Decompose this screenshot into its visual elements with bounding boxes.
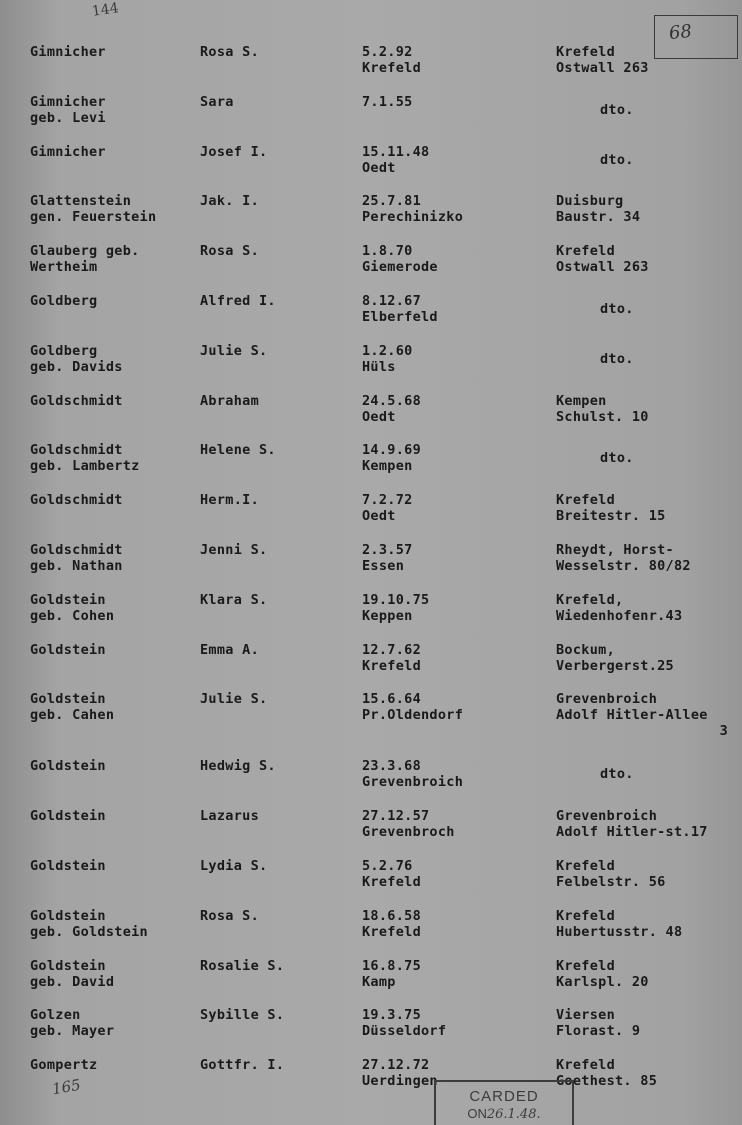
list-item: [0, 958, 742, 1008]
carded-stamp: [434, 1080, 574, 1125]
surname-cell: [30, 193, 156, 225]
birth-cell-line: Essen: [362, 557, 405, 574]
address-cell: [556, 858, 666, 890]
birth-cell-line: Grevenbroch: [362, 824, 455, 841]
surname-cell-line: Glattenstein: [30, 193, 132, 210]
forename-cell-line: Alfred I.: [200, 292, 276, 309]
address-cell: [600, 301, 634, 317]
birth-cell: [362, 193, 463, 225]
birth-cell: [362, 542, 413, 574]
birth-cell-line: 19.3.75: [362, 1007, 421, 1024]
list-item: [0, 144, 742, 194]
address-cell-line: Krefeld: [556, 492, 615, 509]
birth-cell-line: 1.8.70: [362, 243, 413, 260]
address-cell: [556, 542, 691, 574]
forename-cell-line: Rosa S.: [200, 907, 259, 924]
list-item: [0, 393, 742, 443]
address-cell-line: Adolf Hitler-Allee: [556, 707, 708, 724]
address-cell-line: dto.: [600, 450, 634, 467]
forename-cell: [200, 542, 267, 558]
surname-cell: [30, 243, 140, 275]
surname-cell-line: Goldstein: [30, 857, 106, 874]
surname-cell-line: Goldstein: [30, 758, 106, 775]
forename-cell: [200, 691, 267, 707]
surname-cell-line: Glauberg geb.: [30, 243, 140, 260]
birth-cell: [362, 343, 413, 375]
address-cell: [556, 243, 649, 275]
surname-cell-line: gen. Feuerstein: [30, 209, 157, 226]
birth-cell: [362, 293, 438, 325]
forename-cell-line: Helene S.: [200, 442, 276, 459]
surname-cell-line: Gompertz: [30, 1057, 98, 1074]
surname-cell-line: Goldstein: [30, 808, 106, 825]
birth-cell: [362, 758, 463, 790]
birth-cell-line: 25.7.81: [362, 193, 421, 210]
surname-cell-line: Goldschmidt: [30, 492, 123, 509]
forename-cell-line: Klara S.: [200, 591, 268, 608]
surname-cell: [30, 393, 123, 409]
surname-cell-line: Goldstein: [30, 957, 106, 974]
address-cell-line: Breitestr. 15: [556, 508, 666, 525]
list-item: [0, 1007, 742, 1057]
birth-cell-line: 12.7.62: [362, 641, 421, 658]
birth-cell-line: 15.6.64: [362, 691, 421, 708]
birth-cell-line: Oedt: [362, 408, 396, 425]
forename-cell: [200, 393, 259, 409]
birth-cell-line: 18.6.58: [362, 907, 421, 924]
address-cell-line: Verbergerst.25: [556, 657, 674, 674]
address-cell: [556, 908, 682, 940]
birth-cell: [362, 393, 421, 425]
address-cell-line: 3: [719, 723, 728, 740]
surname-cell: [30, 642, 106, 658]
address-cell: [556, 592, 682, 624]
list-item: [0, 592, 742, 642]
birth-cell-line: 24.5.68: [362, 392, 421, 409]
list-item: [0, 44, 742, 94]
surname-cell: [30, 758, 106, 774]
list-item: [0, 542, 742, 592]
address-cell-line: Duisburg: [556, 193, 624, 210]
address-cell: [556, 1007, 640, 1039]
address-cell: [556, 691, 728, 739]
address-cell: [556, 492, 666, 524]
birth-cell-line: Pr.Oldendorf: [362, 707, 464, 724]
name-list: [0, 44, 742, 1107]
surname-cell: [30, 1057, 97, 1073]
list-item: [0, 758, 742, 808]
address-cell: [556, 642, 674, 674]
address-cell-line: Baustr. 34: [556, 209, 641, 226]
address-cell-line: Florast. 9: [556, 1023, 641, 1040]
birth-cell-line: Giemerode: [362, 259, 438, 276]
surname-cell: [30, 343, 123, 375]
forename-cell-line: Rosa S.: [200, 44, 259, 60]
list-item: [0, 858, 742, 908]
forename-cell-line: Julie S.: [200, 691, 268, 708]
forename-cell: [200, 193, 259, 209]
forename-cell: [200, 958, 284, 974]
address-cell-line: Bockum,: [556, 641, 615, 658]
surname-cell: [30, 44, 106, 60]
forename-cell-line: Gottfr. I.: [200, 1057, 285, 1074]
birth-cell-line: 14.9.69: [362, 442, 421, 459]
birth-cell-line: Keppen: [362, 607, 413, 624]
address-cell-line: Wiedenhofenr.43: [556, 607, 683, 624]
surname-cell-line: Goldberg: [30, 342, 98, 359]
address-cell-line: dto.: [600, 101, 634, 118]
address-cell-line: Krefeld,: [556, 591, 624, 608]
surname-cell: [30, 858, 106, 874]
birth-cell: [362, 592, 429, 624]
list-item: [0, 193, 742, 243]
surname-cell-line: Goldschmidt: [30, 442, 123, 459]
forename-cell: [200, 243, 259, 259]
birth-cell-line: Krefeld: [362, 60, 421, 76]
stamp-on: ON: [467, 1106, 487, 1121]
birth-cell-line: Oedt: [362, 508, 396, 525]
birth-cell: [362, 908, 421, 940]
surname-cell: [30, 144, 106, 160]
surname-cell: [30, 808, 106, 824]
address-cell-line: Krefeld: [556, 1057, 615, 1074]
address-cell-line: Karlspl. 20: [556, 973, 649, 990]
surname-cell-line: Wertheim: [30, 259, 98, 276]
birth-cell-line: 15.11.48: [362, 143, 430, 160]
birth-cell: [362, 44, 421, 76]
birth-cell-line: 7.1.55: [362, 93, 413, 110]
surname-cell-line: geb. Mayer: [30, 1023, 115, 1040]
surname-cell-line: Goldschmidt: [30, 392, 123, 409]
birth-cell-line: 8.12.67: [362, 292, 421, 309]
birth-cell-line: Hüls: [362, 358, 396, 375]
list-item: [0, 293, 742, 343]
forename-cell: [200, 144, 267, 160]
birth-cell: [362, 144, 429, 176]
surname-cell-line: geb. Levi: [30, 109, 106, 126]
birth-cell: [362, 958, 421, 990]
forename-cell: [200, 293, 276, 309]
birth-cell: [362, 442, 421, 474]
surname-cell-line: Goldstein: [30, 907, 106, 924]
address-cell-line: Grevenbroich: [556, 691, 658, 708]
surname-cell: [30, 94, 106, 126]
forename-cell-line: Lazarus: [200, 808, 259, 825]
address-cell-line: Wesselstr. 80/82: [556, 557, 691, 574]
list-item: [0, 492, 742, 542]
birth-cell-line: Grevenbroich: [362, 774, 464, 791]
list-item: [0, 691, 742, 758]
birth-cell-line: 27.12.57: [362, 808, 430, 825]
forename-cell: [200, 908, 259, 924]
birth-cell-line: 27.12.72: [362, 1057, 430, 1074]
birth-cell: [362, 858, 421, 890]
address-cell: [556, 808, 708, 840]
birth-cell: [362, 1057, 438, 1089]
address-cell: [600, 450, 634, 466]
surname-cell-line: geb. Davids: [30, 358, 123, 375]
birth-cell-line: 7.2.72: [362, 492, 413, 509]
list-item: [0, 243, 742, 293]
birth-cell: [362, 691, 463, 723]
stamp-date: 26.1.48.: [486, 1107, 541, 1122]
forename-cell-line: Hedwig S.: [200, 758, 276, 775]
birth-cell-line: Krefeld: [362, 923, 421, 940]
address-cell-line: Adolf Hitler-st.17: [556, 824, 708, 841]
forename-cell-line: Jak. I.: [200, 193, 259, 210]
address-cell: [600, 351, 634, 367]
list-item: [0, 1057, 742, 1107]
forename-cell: [200, 592, 267, 608]
forename-cell: [200, 758, 276, 774]
surname-cell-line: geb. Goldstein: [30, 923, 148, 940]
birth-cell: [362, 243, 438, 275]
surname-cell-line: geb. Lambertz: [30, 458, 140, 475]
address-cell-line: dto.: [600, 766, 634, 783]
address-cell: [556, 44, 649, 76]
forename-cell-line: Sara: [200, 93, 234, 110]
stamp-date-line: [436, 1106, 572, 1122]
birth-cell-line: Elberfeld: [362, 308, 438, 325]
forename-cell-line: Josef I.: [200, 143, 268, 160]
address-cell: [600, 102, 634, 118]
forename-cell-line: Julie S.: [200, 342, 268, 359]
surname-cell-line: Goldstein: [30, 591, 106, 608]
birth-cell-line: 5.2.76: [362, 857, 413, 874]
forename-cell: [200, 492, 259, 508]
forename-cell: [200, 1007, 284, 1023]
address-cell-line: Krefeld: [556, 907, 615, 924]
birth-cell-line: 1.2.60: [362, 342, 413, 359]
surname-cell-line: Goldstein: [30, 641, 106, 658]
birth-cell-line: 16.8.75: [362, 957, 421, 974]
surname-cell-line: Golzen: [30, 1007, 81, 1024]
birth-cell: [362, 492, 413, 524]
surname-cell-line: geb. Cahen: [30, 707, 115, 724]
birth-cell-line: 23.3.68: [362, 758, 421, 775]
address-cell-line: Krefeld: [556, 957, 615, 974]
address-cell-line: Kempen: [556, 392, 607, 409]
surname-cell-line: geb. David: [30, 973, 115, 990]
forename-cell: [200, 642, 259, 658]
birth-cell: [362, 94, 413, 110]
stamp-text: CARDED: [469, 1088, 539, 1105]
birth-cell-line: Perechinizko: [362, 209, 464, 226]
corner-number: 144: [91, 0, 120, 20]
forename-cell-line: Emma A.: [200, 641, 259, 658]
birth-cell: [362, 808, 455, 840]
address-cell-line: Krefeld: [556, 243, 615, 260]
surname-cell: [30, 492, 123, 508]
address-cell-line: Viersen: [556, 1007, 615, 1024]
birth-cell-line: Oedt: [362, 159, 396, 176]
address-cell: [600, 766, 634, 782]
forename-cell-line: Sybille S.: [200, 1007, 285, 1024]
address-cell-line: Goethest. 85: [556, 1073, 658, 1090]
forename-cell-line: Rosa S.: [200, 243, 259, 260]
birth-cell-line: Uerdingen: [362, 1073, 438, 1090]
birth-cell-line: 5.2.92: [362, 44, 413, 60]
address-cell-line: Schulst. 10: [556, 408, 649, 425]
list-item: [0, 642, 742, 692]
address-cell-line: Rheydt, Horst-: [556, 541, 674, 558]
surname-cell: [30, 1007, 114, 1039]
forename-cell-line: Abraham: [200, 392, 259, 409]
surname-cell: [30, 691, 114, 723]
address-cell-line: Krefeld: [556, 857, 615, 874]
surname-cell: [30, 293, 97, 309]
address-cell: [556, 193, 640, 225]
birth-cell-line: Düsseldorf: [362, 1023, 447, 1040]
surname-cell-line: Gimnicher: [30, 44, 106, 60]
list-item: [0, 908, 742, 958]
surname-cell: [30, 592, 114, 624]
forename-cell-line: Herm.I.: [200, 492, 259, 509]
forename-cell: [200, 1057, 284, 1073]
birth-cell-line: Kempen: [362, 458, 413, 475]
surname-cell-line: Goldschmidt: [30, 541, 123, 558]
surname-cell: [30, 958, 114, 990]
surname-cell-line: geb. Nathan: [30, 557, 123, 574]
address-cell-line: dto.: [600, 350, 634, 367]
address-cell-line: Krefeld: [556, 44, 615, 60]
birth-cell-line: Krefeld: [362, 873, 421, 890]
surname-cell: [30, 442, 140, 474]
address-cell-line: Grevenbroich: [556, 808, 658, 825]
birth-cell-line: Kamp: [362, 973, 396, 990]
forename-cell: [200, 808, 259, 824]
forename-cell-line: Rosalie S.: [200, 957, 285, 974]
list-item: [0, 94, 742, 144]
list-item: [0, 343, 742, 393]
page-number: 68: [667, 20, 693, 45]
birth-cell: [362, 642, 421, 674]
address-cell-line: Ostwall 263: [556, 60, 649, 76]
bottom-number: 165: [50, 1075, 82, 1099]
forename-cell-line: Lydia S.: [200, 857, 268, 874]
birth-cell-line: Krefeld: [362, 657, 421, 674]
birth-cell: [362, 1007, 446, 1039]
surname-cell-line: Goldstein: [30, 691, 106, 708]
address-cell-line: Ostwall 263: [556, 259, 649, 276]
address-cell: [556, 393, 649, 425]
surname-cell-line: Gimnicher: [30, 143, 106, 160]
surname-cell-line: Gimnicher: [30, 93, 106, 110]
surname-cell: [30, 542, 123, 574]
surname-cell-line: Goldberg: [30, 292, 98, 309]
forename-cell-line: Jenni S.: [200, 541, 268, 558]
address-cell-line: Felbelstr. 56: [556, 873, 666, 890]
surname-cell: [30, 908, 148, 940]
address-cell: [556, 958, 649, 990]
address-cell-line: dto.: [600, 151, 634, 168]
birth-cell-line: 19.10.75: [362, 591, 430, 608]
address-cell-line: dto.: [600, 300, 634, 317]
birth-cell-line: 2.3.57: [362, 541, 413, 558]
forename-cell: [200, 44, 259, 60]
address-cell: [600, 152, 634, 168]
list-item: [0, 442, 742, 492]
forename-cell: [200, 442, 276, 458]
forename-cell: [200, 343, 267, 359]
list-item: [0, 808, 742, 858]
surname-cell-line: geb. Cohen: [30, 607, 115, 624]
forename-cell: [200, 858, 267, 874]
forename-cell: [200, 94, 234, 110]
address-cell-line: Hubertusstr. 48: [556, 923, 683, 940]
